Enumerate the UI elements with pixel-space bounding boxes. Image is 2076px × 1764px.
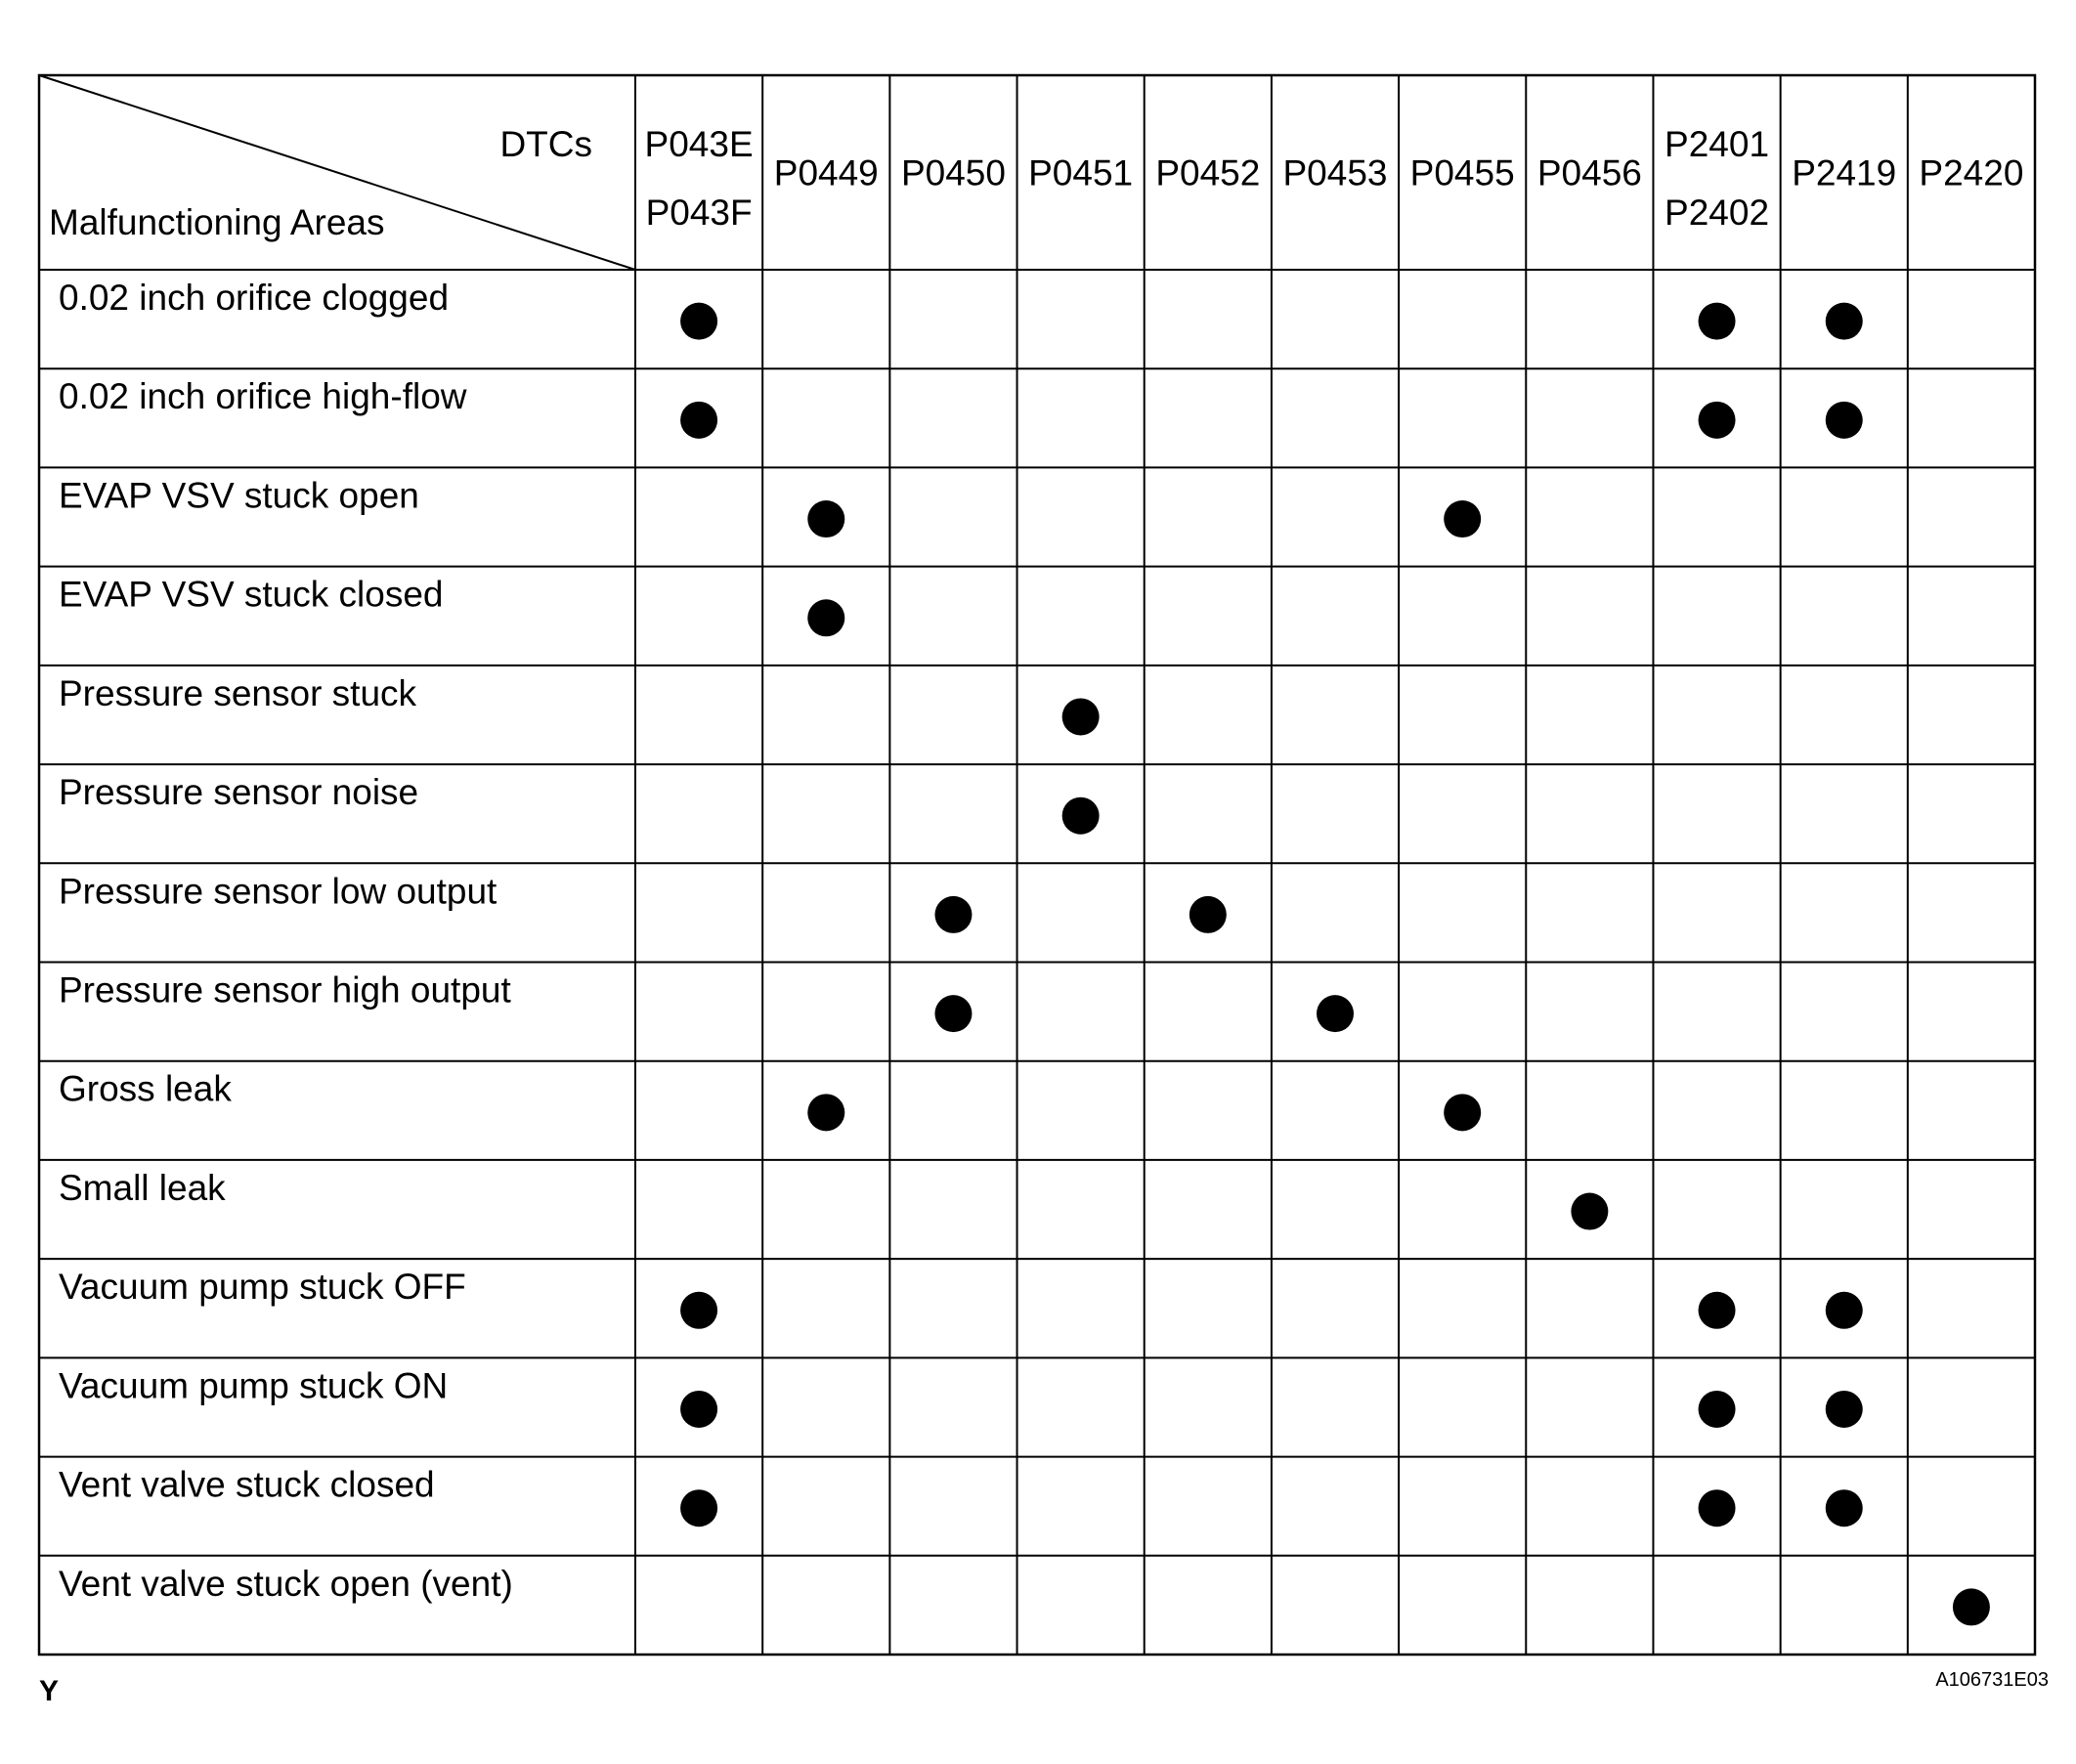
malfunctioning-areas-header-label: Malfunctioning Areas (49, 202, 385, 242)
dtc-mark-dot (1062, 698, 1100, 735)
dtc-column-header: P043E (644, 124, 754, 164)
dtc-mark-dot (1317, 995, 1354, 1032)
malfunction-area-label: EVAP VSV stuck open (59, 475, 419, 516)
malfunction-area-label: Vacuum pump stuck ON (59, 1365, 449, 1406)
dtc-mark-dot (1699, 1489, 1736, 1527)
dtc-mark-dot (1826, 1292, 1863, 1329)
dtc-mark-dot (1699, 1391, 1736, 1428)
dtc-column-header: P0452 (1155, 152, 1261, 194)
dtc-mark-dot (807, 500, 844, 538)
dtc-mark-dot (807, 599, 844, 636)
dtc-column-header: P2419 (1792, 152, 1897, 194)
malfunction-area-label: Vent valve stuck closed (59, 1464, 435, 1505)
dtc-mark-dot (1826, 303, 1863, 340)
malfunction-area-label: Pressure sensor low output (59, 871, 497, 912)
dtc-column-header: P0449 (773, 152, 879, 194)
dtc-mark-dot (1699, 402, 1736, 439)
dtc-mark-dot (1189, 896, 1227, 933)
dtc-mark-dot (934, 995, 972, 1032)
dtc-column-headers (645, 124, 2024, 233)
malfunction-area-label: Pressure sensor noise (59, 772, 419, 813)
malfunction-area-label: Pressure sensor high output (59, 969, 511, 1011)
table-header (39, 75, 635, 270)
malfunction-area-label: EVAP VSV stuck closed (59, 574, 444, 615)
malfunction-area-label: Pressure sensor stuck (59, 672, 417, 713)
dtc-mark-dot (934, 896, 972, 933)
dtc-column-header: P2401 (1665, 124, 1770, 164)
dtc-column-header: P0450 (900, 152, 1006, 194)
dtc-marks (680, 303, 1990, 1626)
dtc-mark-dot (1699, 1292, 1736, 1329)
dtc-mark-dot (680, 303, 717, 340)
dtc-column-header: P043F (645, 193, 753, 233)
dtc-column-header: P2402 (1665, 193, 1770, 233)
dtcs-header-label: DTCs (499, 124, 592, 164)
dtc-column-header: P0456 (1536, 152, 1642, 194)
dtc-mark-dot (1953, 1588, 1990, 1625)
dtc-mark-dot (1826, 1489, 1863, 1527)
malfunction-area-label: Vacuum pump stuck OFF (59, 1267, 466, 1308)
malfunction-area-label: 0.02 inch orifice high-flow (59, 376, 467, 417)
dtc-mark-dot (1062, 797, 1100, 835)
dtc-column-header: P2420 (1919, 152, 2024, 194)
dtc-mark-dot (807, 1094, 844, 1131)
dtc-mark-dot (1826, 1391, 1863, 1428)
dtc-mark-dot (1444, 500, 1481, 538)
malfunction-row-labels (59, 278, 513, 1604)
dtc-column-header: P0451 (1028, 152, 1134, 194)
dtc-column-header: P0453 (1282, 152, 1388, 194)
dtc-mark-dot (680, 1391, 717, 1428)
dtc-mark-dot (680, 1292, 717, 1329)
figure-id-label: A106731E03 (1935, 1669, 2049, 1691)
dtc-mark-dot (680, 402, 717, 439)
malfunction-area-label: Gross leak (59, 1068, 232, 1109)
dtc-mark-dot (1699, 303, 1736, 340)
malfunction-area-label: 0.02 inch orifice clogged (59, 278, 450, 318)
malfunction-area-label: Vent valve stuck open (vent) (59, 1563, 513, 1604)
dtc-mark-dot (1826, 402, 1863, 439)
dtc-mark-dot (1444, 1094, 1481, 1131)
dtc-mark-dot (680, 1489, 717, 1527)
dtc-mark-dot (1571, 1193, 1608, 1230)
dtc-column-header: P0455 (1409, 152, 1515, 194)
footer-left-label: Y (39, 1675, 60, 1707)
malfunction-area-label: Small leak (59, 1167, 226, 1208)
